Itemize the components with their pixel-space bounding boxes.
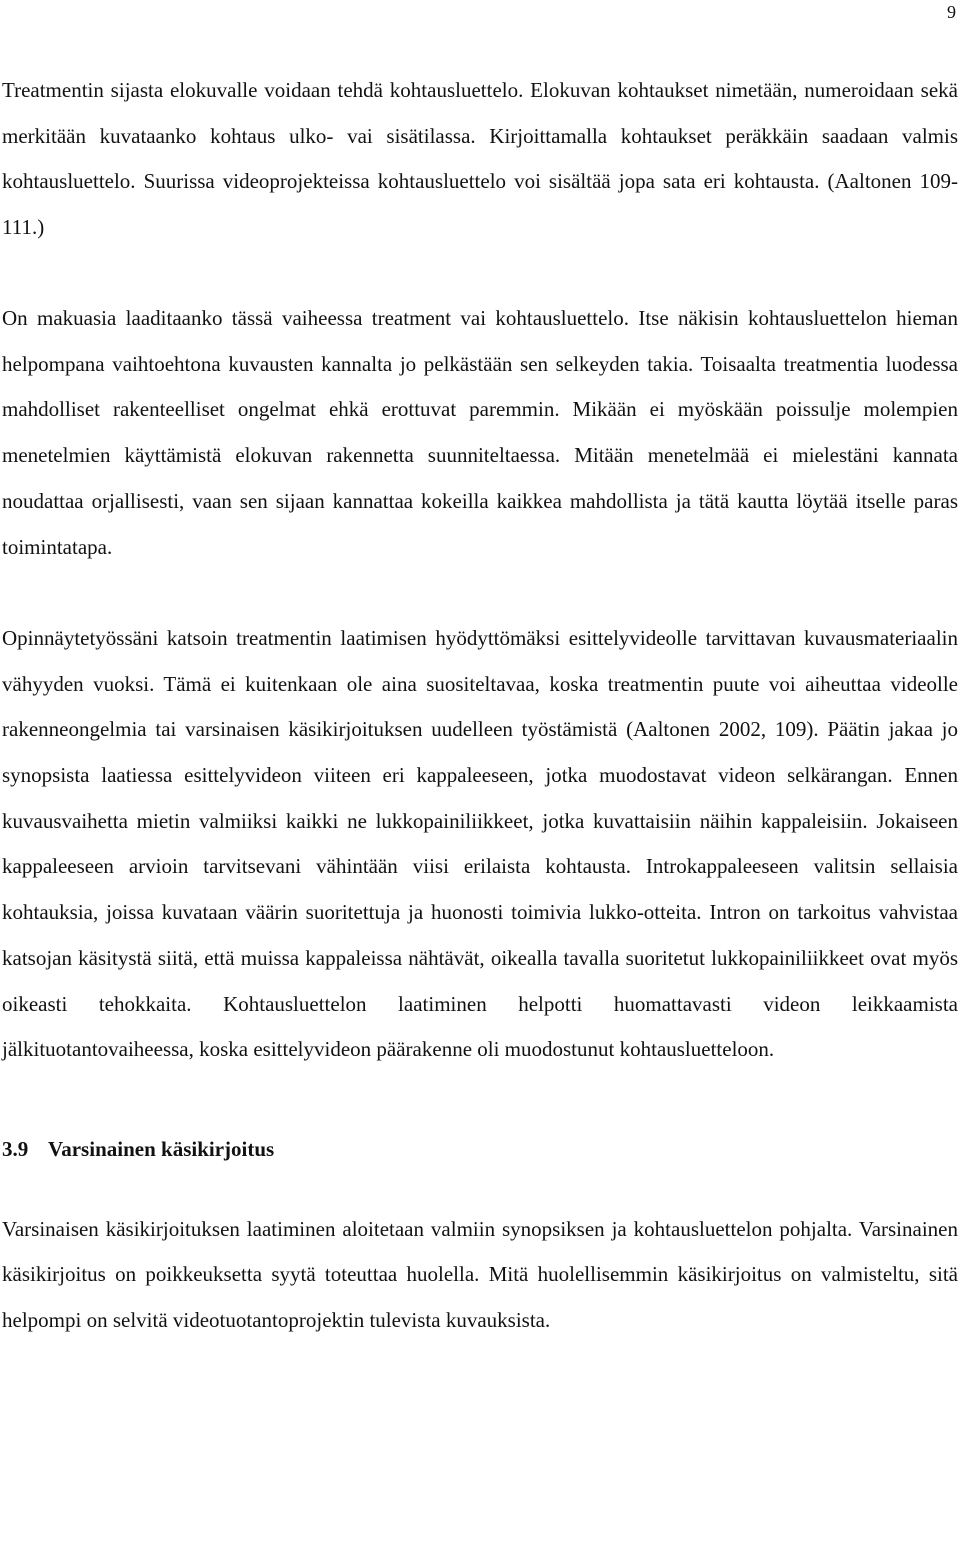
section-number: 3.9 xyxy=(2,1137,29,1161)
paragraph-scene-list: Treatmentin sijasta elokuvalle voidaan tehdä kohtausluettelo. Elokuvan kohtaukset nimetään, numeroidaan sekä merkitään kuvataanko kohtaus ulko- vai sisätilassa. Kirjoittamalla kohtaukset peräkkäin saadaan valmis kohtausluettelo. Suurissa videoprojekteissa kohtausluettelo voi sisältää jopa sata eri kohtausta. (Aaltonen 109-111.) xyxy=(2,78,958,239)
section-title: Varsinainen käsikirjoitus xyxy=(48,1137,275,1161)
paragraph-final-script: Varsinaisen käsikirjoituksen laatiminen aloitetaan valmiin synopsiksen ja kohtausluettelon pohjalta. Varsinainen käsikirjoitus on poikkeuksetta syytä toteuttaa huolella. Mitä huolellisemmin käsikirjoitus on valmisteltu, sitä helpompi on selvitä videotuotantoprojektin tulevista kuvauksista. xyxy=(2,1216,958,1333)
section-heading xyxy=(2,1127,958,1173)
page-number: 9 xyxy=(947,2,956,22)
paragraph-thesis-work: Opinnäytetyössäni katsoin treatmentin laatimisen hyödyttömäksi esittelyvideolle tarvittavan kuvausmateriaalin vähyyden vuoksi. Tämä ei kuitenkaan ole aina suositeltavaa, koska treatmentin puute voi aiheuttaa videolle rakenneongelmia tai varsinaisen käsikirjoituksen uudelleen työstämistä (Aaltonen 2002, 109). Päätin jakaa jo synopsista laatiessa esittelyvideon viiteen eri kappaleeseen, jotka muodostavat videon selkärangan. Ennen kuvausvaihetta mietin valmiiksi kaikki ne lukkopainiliikkeet, jotka kuvattaisiin näihin kappaleisiin. Jokaiseen kappaleeseen arvioin tarvitsevani vähintään viisi erilaista kohtausta. Introkappaleeseen valitsin sellaisia kohtauksia, joissa kuvataan väärin suoritettuja ja huonosti toimivia lukko-otteita. Intron on tarkoitus vahvistaa katsojan käsitystä siitä, että muissa kappaleissa nähtävät, oikealla tavalla suoritetut lukkopainiliikkeet ovat myös oikeasti tehokkaita. Kohtausluettelon laatiminen helpotti huomattavasti videon leikkaamista jälkituotantovaiheessa, koska esittelyvideon päärakenne oli muodostunut kohtausluetteloon. xyxy=(2,625,958,1062)
paragraph-treatment-or-list: On makuasia laaditaanko tässä vaiheessa treatment vai kohtausluettelo. Itse näkisin kohtausluettelon hieman helpompana vaihtoehtona kuvausten kannalta jo pelkästään sen selkeyden takia. Toisaalta treatmentia luodessa mahdolliset rakenteelliset ongelmat ehkä erottuvat paremmin. Mikään ei myöskään poissulje molempien menetelmien käyttämistä elokuvan rakennetta suunniteltaessa. Mitään menetelmää ei mielestäni kannata noudattaa orjallisesti, vaan sen sijaan kannattaa kokeilla kaikkea mahdollista ja tätä kautta löytää itselle paras toimintatapa. xyxy=(2,306,958,559)
page-body xyxy=(2,68,958,1344)
